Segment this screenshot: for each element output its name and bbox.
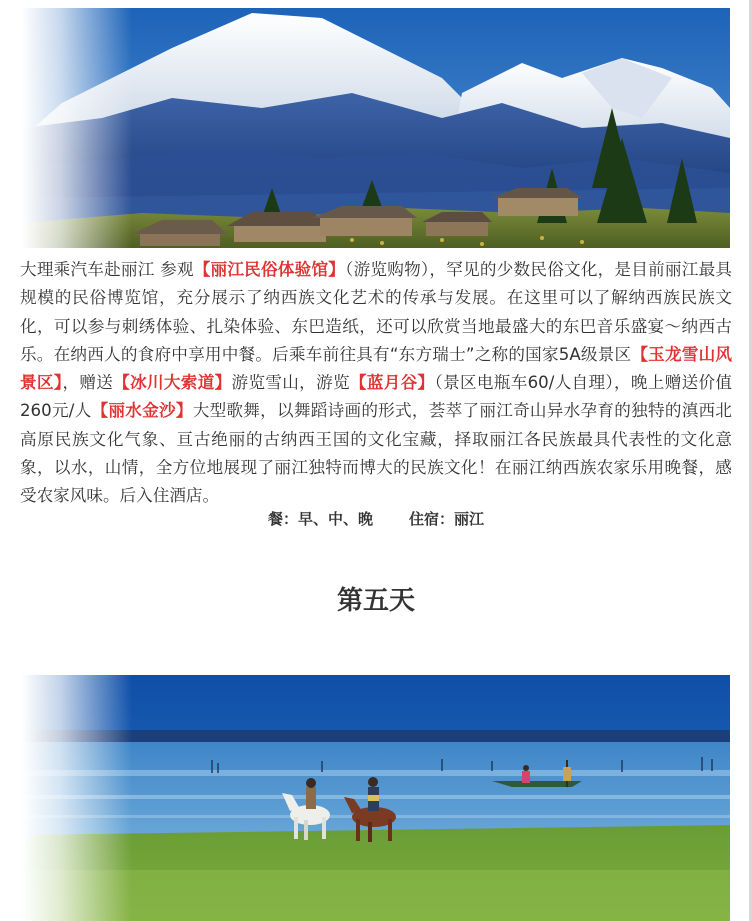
itinerary-description (20, 256, 732, 511)
photo-fade-overlay-bottom (22, 675, 132, 921)
lake-horse-riders-photo (22, 675, 730, 921)
lodging-info: 住宿：丽江 (409, 510, 485, 528)
itinerary-text-1: 大理乘汽车赴丽江 参观 (20, 260, 194, 279)
photo-fade-overlay (22, 8, 132, 248)
highlight-glacier-cableway: 【冰川大索道】 (113, 373, 232, 393)
itinerary-text-5: （景区电瓶车60/人自理），晚上赠送价值260元/人 (20, 373, 733, 421)
meals-lodging-line (0, 508, 752, 529)
day-heading: 第五天 (336, 586, 415, 616)
itinerary-text-2: （游览购物），罕见的少数民俗文化，是目前丽江最具规模的民俗博览馆，充分展示了纳西族文化艺术的传承与发展。在这里可以了解纳西族民族文化，可以参与刺绣体验、扎染体验、东巴造纸，还可以欣赏当地最盛大的东巴音乐盛宴～纳西古乐。在纳西人的食府中享用中餐。后乘车前往具有“东方瑞士”之称的国家5A级景区 (20, 260, 732, 364)
itinerary-text-4: 游览雪山，游览 (231, 373, 350, 393)
snow-mountain-photo (22, 8, 730, 248)
itinerary-text-6: 大型歌舞，以舞蹈诗画的形式，荟萃了丽江奇山异水孕育的独特的滇西北高原民族文化气象、亘古绝丽的古纳西王国的文化宝藏，择取丽江各民族最具代表性的文化意象，以水，山情，全方位地展现了丽江独特而博大的民族文化！在丽江纳西族农家乐用晚餐，感受农家风味。后入住酒店。 (20, 401, 733, 506)
highlight-yulong-snow-mountain: 【玉龙雪山风景区】 (20, 344, 732, 393)
meals-info: 餐：早、中、晚 (267, 510, 373, 528)
highlight-lishui-jinsha: 【丽水金沙】 (91, 401, 193, 421)
highlight-lijiang-folk-museum: 【丽江民俗体验馆】 (193, 260, 346, 279)
itinerary-text-3: ，赠送 (62, 373, 114, 393)
highlight-blue-moon-valley: 【蓝月谷】 (349, 373, 435, 393)
